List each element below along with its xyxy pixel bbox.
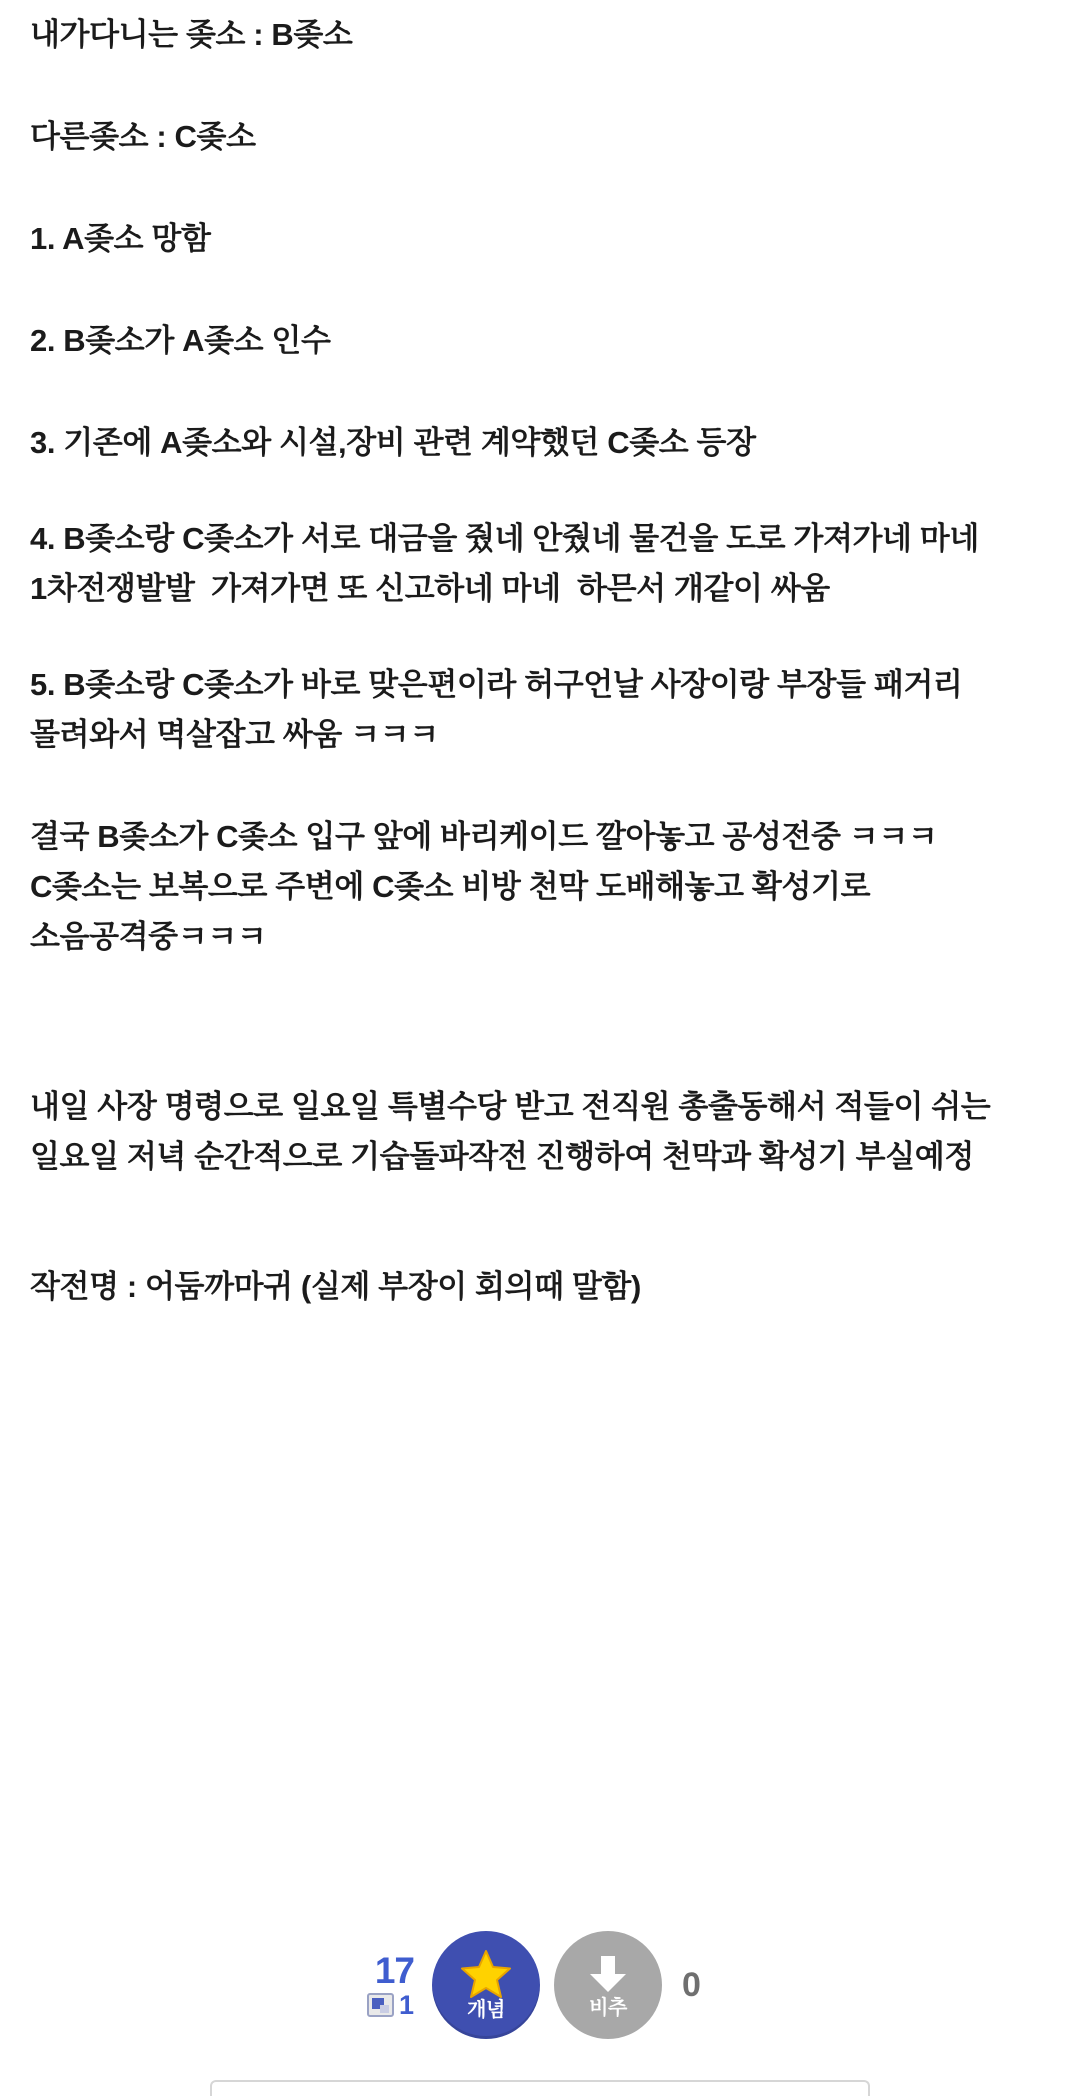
comment-count: 1 bbox=[398, 1989, 414, 2020]
spacer bbox=[30, 162, 1050, 214]
downvote-count: 0 bbox=[682, 1966, 701, 2004]
post-paragraph: 내가다니는 좆소 : B좆소 bbox=[30, 17, 353, 52]
post-paragraph: 다른좆소 : C좆소 bbox=[30, 119, 256, 154]
downvote-button[interactable] bbox=[554, 1931, 662, 2039]
post-paragraph: 3. 기존에 A좆소와 시설,장비 관련 계약했던 C좆소 등장 bbox=[30, 425, 756, 460]
star-icon bbox=[460, 1949, 512, 1999]
comment-icon bbox=[367, 1993, 394, 2017]
vote-count-block bbox=[328, 1949, 418, 2020]
spacer bbox=[30, 614, 1050, 660]
spacer bbox=[30, 760, 1050, 812]
downvote-label: 비추 bbox=[589, 1996, 627, 2019]
vote-bar bbox=[0, 1920, 1080, 2050]
spacer bbox=[30, 264, 1050, 316]
upvote-label: 개념 bbox=[467, 1999, 505, 2021]
upvote-count: 17 bbox=[374, 1949, 414, 1991]
post-paragraph: 5. B좆소랑 C좆소가 바로 맞은편이라 허구언날 사장이랑 부장들 패거리 몰려와서 멱살잡고 싸움 ㅋㅋㅋ bbox=[30, 667, 971, 752]
spacer bbox=[30, 962, 1050, 1082]
post-paragraph: 1. A좆소 망함 bbox=[30, 221, 211, 256]
post-paragraph: 결국 B좆소가 C좆소 입구 앞에 바리케이드 깔아놓고 공성전중 ㅋㅋㅋ C좆소는 보복으로 주변에 C좆소 비방 천막 도배해놓고 확성기로 소음공격중ㅋㅋㅋ bbox=[30, 819, 946, 954]
post-paragraph: 작전명 : 어둠까마귀 (실제 부장이 회의때 말함) bbox=[30, 1269, 641, 1304]
bottom-panel-edge bbox=[210, 2080, 870, 2096]
post-paragraph: 2. B좆소가 A좆소 인수 bbox=[30, 323, 331, 358]
comment-count-group[interactable] bbox=[367, 1989, 414, 2020]
arrow-down-icon bbox=[585, 1952, 631, 1996]
upvote-button[interactable] bbox=[432, 1931, 540, 2039]
spacer bbox=[30, 366, 1050, 418]
spacer bbox=[30, 1182, 1050, 1262]
post-paragraph: 4. B좆소랑 C좆소가 서로 대금을 줬네 안줬네 물건을 도로 가져가네 마네 1차전쟁발발 가져가면 또 신고하네 마네 하믄서 개같이 싸움 bbox=[30, 521, 988, 606]
spacer bbox=[30, 60, 1050, 112]
post-paragraph: 내일 사장 명령으로 일요일 특별수당 받고 전직원 총출동해서 적들이 쉬는 일요일 저녁 순간적으로 기습돌파작전 진행하여 천막과 확성기 부실예정 bbox=[30, 1089, 999, 1174]
spacer bbox=[30, 468, 1050, 514]
